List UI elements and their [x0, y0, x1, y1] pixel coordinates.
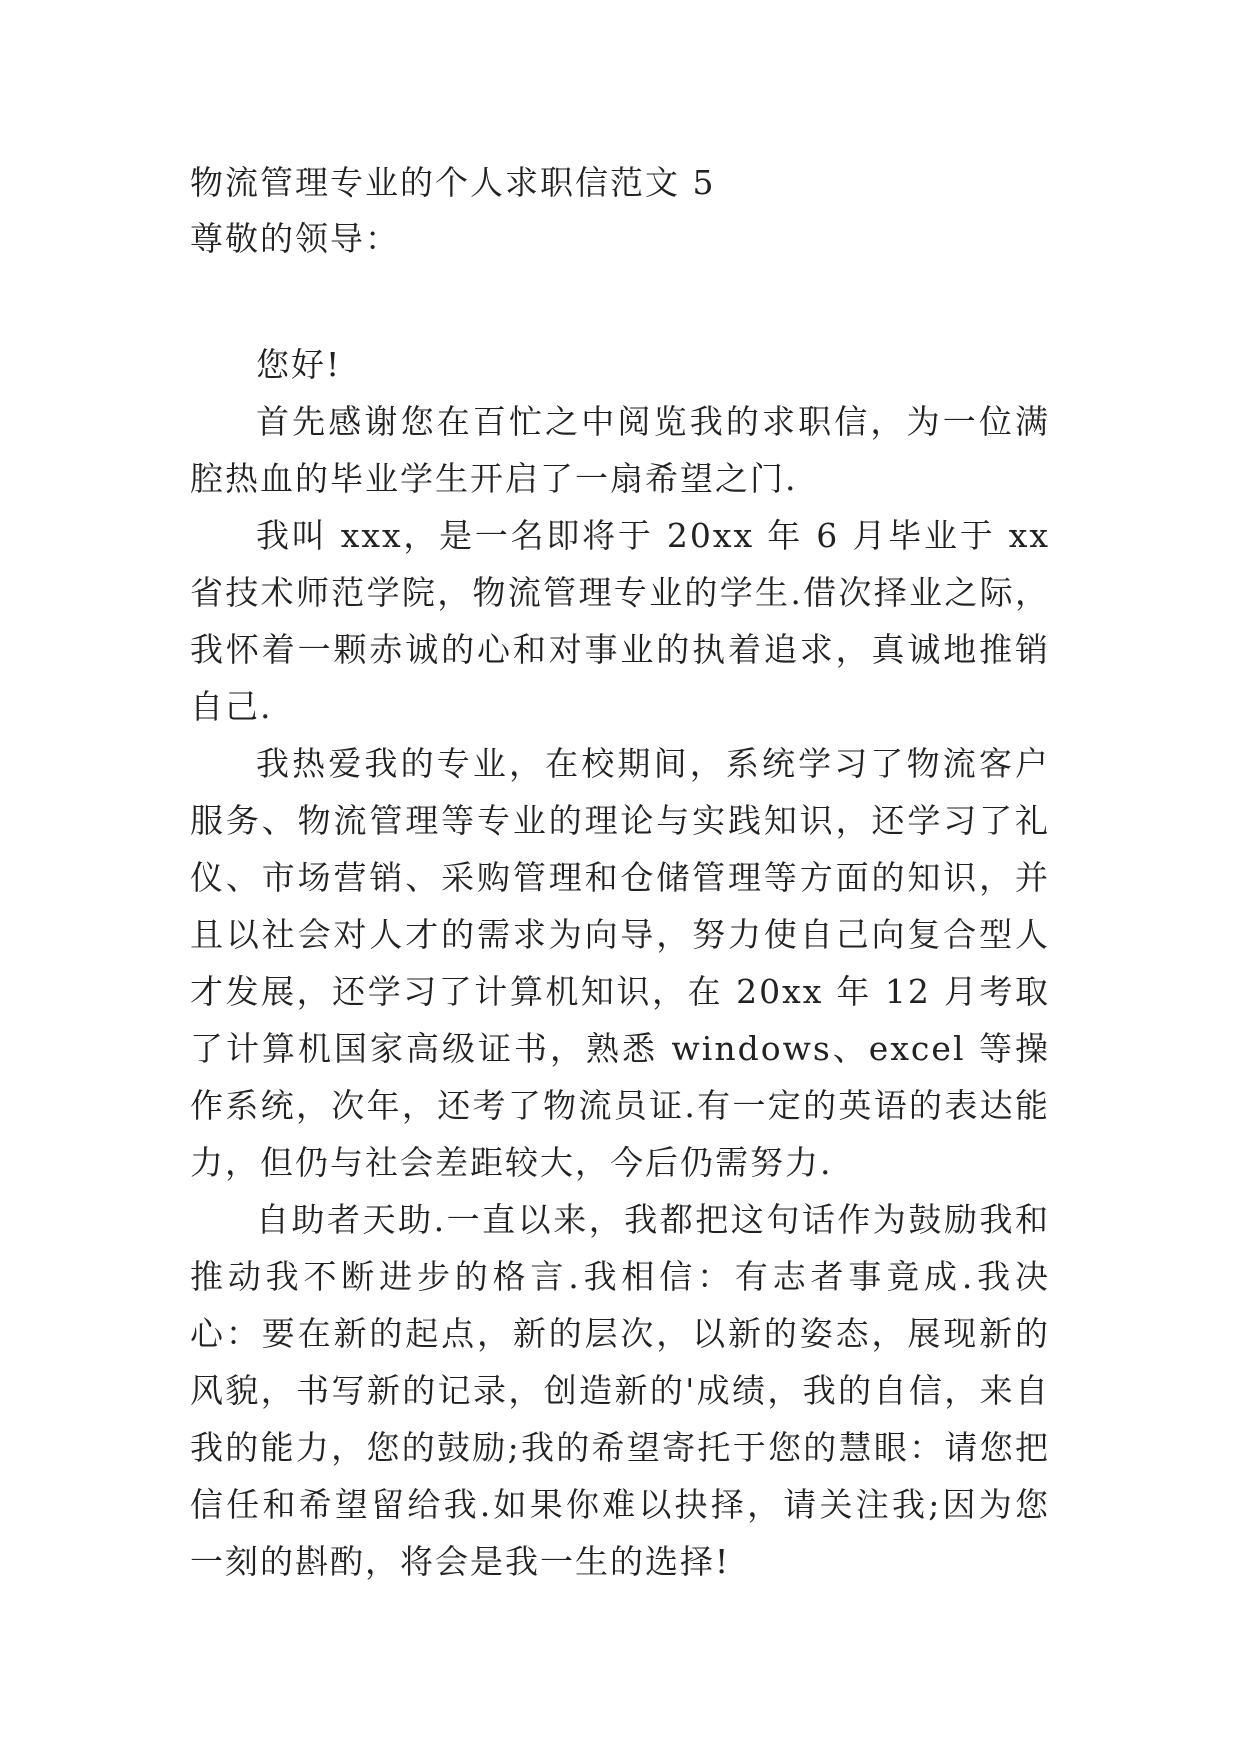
salutation: 尊敬的领导：	[190, 219, 400, 258]
thanks-paragraph: 首先感谢您在百忙之中阅览我的求职信，为一位满腔热血的毕业学生开启了一扇希望之门.	[190, 402, 1050, 498]
greeting-paragraph: 您好!	[256, 345, 342, 384]
motivation-paragraph: 自助者天助.一直以来，我都把这句话作为鼓励我和推动我不断进步的格言.我相信：有志者事竟成.我决心：要在新的起点，新的层次，以新的姿态，展现新的风貌，书写新的记录，创造新的'成绩，我的自信，来自我的能力，您的鼓励;我的希望寄托于您的慧眼：请您把信任和希望留给我.如果你难以抉择，请关注我;因为您一刻的斟酌，将会是我一生的选择!	[190, 1200, 1050, 1581]
document-title: 物流管理专业的个人求职信范文 5	[190, 163, 716, 202]
letter-body	[190, 336, 1050, 1590]
education-paragraph: 我热爱我的专业，在校期间，系统学习了物流客户服务、物流管理等专业的理论与实践知识，还学习了礼仪、市场营销、采购管理和仓储管理等方面的知识，并且以社会对人才的需求为向导，努力使自己向复合型人才发展，还学习了计算机知识，在 20xx 年 12 月考取了计算机国家高级证书，熟悉 windows、excel 等操作系统，次年，还考了物流员证.有一定的英语的表达能力，但仍与社会差距较大，今后仍需努力.	[190, 744, 1050, 1182]
introduction-paragraph: 我叫 xxx，是一名即将于 20xx 年 6 月毕业于 xx 省技术师范学院，物流管理专业的学生.借次择业之际，我怀着一颗赤诚的心和对事业的执着追求，真诚地推销自己.	[190, 516, 1050, 726]
